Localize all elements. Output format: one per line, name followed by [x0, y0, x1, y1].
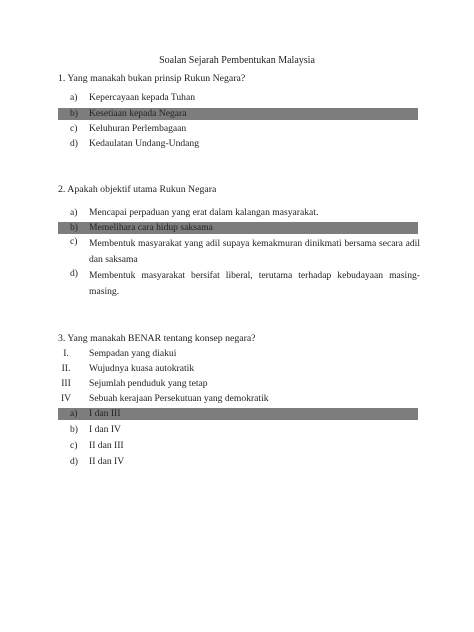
q2-option-c — [58, 236, 420, 268]
option-label: b) — [70, 222, 78, 233]
q1-option-a — [58, 92, 418, 104]
option-label: a) — [70, 207, 78, 218]
statement-label: III — [61, 378, 71, 389]
q3-option-d — [58, 456, 418, 468]
option-text: II dan IV — [89, 456, 125, 467]
statement-label: I. — [63, 348, 69, 359]
q1-option-b-highlighted — [58, 108, 418, 120]
q3-option-a-highlighted — [58, 408, 418, 420]
option-text: Kepercayaan kepada Tuhan — [89, 92, 196, 103]
q1-option-d — [58, 138, 418, 150]
option-label: b) — [70, 424, 78, 435]
statement-text: Sejumlah penduduk yang tetap — [89, 378, 208, 389]
question-3-text: 3. Yang manakah BENAR tentang konsep negara? — [58, 333, 256, 344]
option-text: I dan III — [89, 408, 121, 419]
q1-option-c — [58, 123, 418, 135]
option-text: Membentuk masyarakat yang adil supaya kemakmuran dinikmati bersama secara adil dan saksama — [89, 238, 420, 265]
statement-text: Sebuah kerajaan Persekutuan yang demokratik — [89, 393, 269, 404]
option-label: d) — [70, 456, 78, 467]
option-label: c) — [70, 123, 78, 134]
statement-text: Sempadan yang diakui — [89, 348, 177, 359]
q2-option-b-highlighted — [58, 222, 418, 234]
page-title: Soalan Sejarah Pembentukan Malaysia — [159, 55, 315, 66]
option-text: Mencapai perpaduan yang erat dalam kalangan masyarakat. — [89, 207, 319, 218]
question-2-text: 2. Apakah objektif utama Rukun Negara — [58, 184, 217, 195]
option-label: d) — [70, 138, 78, 149]
option-label: d) — [70, 268, 78, 279]
option-text: Kedaulatan Undang-Undang — [89, 138, 200, 149]
option-label: c) — [70, 236, 78, 247]
statement-text: Wujudnya kuasa autokratik — [89, 363, 195, 374]
option-text: Kesetiaan kepada Negara — [89, 108, 187, 119]
option-text: Membentuk masyarakat bersifat liberal, terutama terhadap kebudayaan masing-masing. — [89, 270, 420, 297]
q2-option-d — [58, 268, 420, 300]
q3-option-b — [58, 424, 418, 436]
option-text: Memelihara cara hidup saksama — [89, 222, 213, 233]
option-label: a) — [70, 408, 78, 419]
statement-label: IV — [60, 393, 72, 404]
option-label: c) — [70, 440, 78, 451]
q3-option-c — [58, 440, 418, 452]
question-1-text: 1. Yang manakah bukan prinsip Rukun Negara? — [58, 73, 246, 84]
option-label: a) — [70, 92, 78, 103]
q2-option-a — [58, 207, 418, 219]
option-text: II dan III — [89, 440, 124, 451]
option-label: b) — [70, 108, 78, 119]
option-text: Keluhuran Perlembagaan — [89, 123, 187, 134]
option-text: I dan IV — [89, 424, 121, 435]
statement-label: II. — [61, 363, 71, 374]
